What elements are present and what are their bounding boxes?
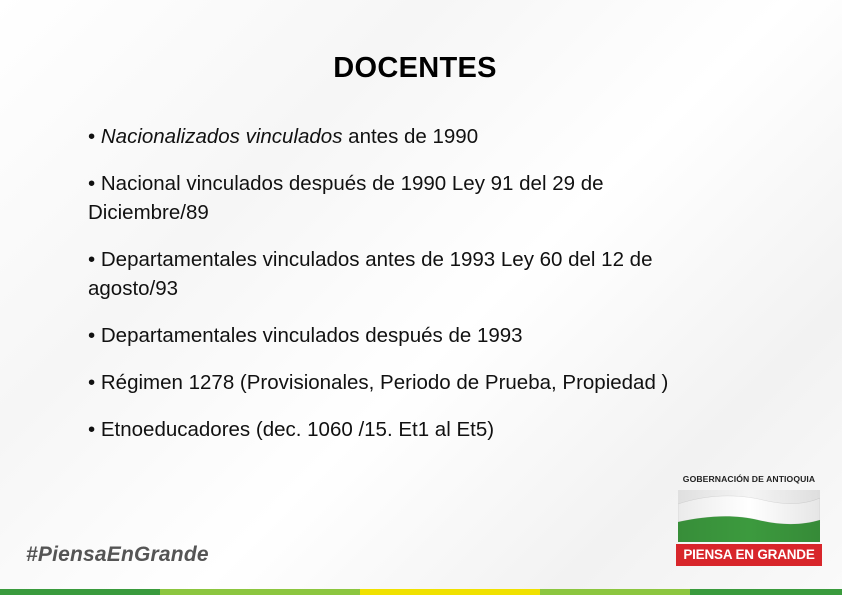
bullet-list	[88, 122, 728, 462]
bullet-symbol: •	[88, 125, 101, 148]
bullet-text: Nacional vinculados después de 1990 Ley 91 del 29 de Diciembre/89	[88, 172, 604, 224]
bullet-text: Régimen 1278 (Provisionales, Periodo de Prueba, Propiedad )	[100, 371, 669, 394]
logo-title: GOBERNACIÓN DE ANTIOQUIA	[682, 474, 816, 484]
bullet-item	[88, 368, 728, 397]
bullet-text: antes de 1990	[342, 125, 479, 148]
bar-segment-lightgreen	[160, 589, 360, 595]
bottom-color-bar	[0, 589, 842, 595]
bullet-italic-text: Nacionalizados vinculados	[100, 125, 343, 148]
bullet-symbol: •	[88, 371, 101, 394]
bullet-item	[88, 169, 728, 227]
antioquia-flag-icon	[678, 490, 820, 542]
gobernacion-logo	[676, 474, 822, 566]
bullet-item	[88, 245, 728, 303]
bullet-item	[88, 122, 728, 151]
hashtag-footer: #PiensaEnGrande	[26, 543, 209, 566]
bullet-symbol: •	[88, 418, 101, 441]
bullet-symbol: •	[88, 324, 101, 347]
slide-title: DOCENTES	[333, 52, 497, 84]
bullet-symbol: •	[88, 172, 101, 195]
bar-segment-yellow	[360, 589, 540, 595]
bullet-item	[88, 321, 728, 350]
bullet-symbol: •	[88, 248, 101, 271]
bullet-item	[88, 415, 728, 444]
bar-segment-lightgreen-2	[540, 589, 690, 595]
logo-slogan: PIENSA EN GRANDE	[676, 544, 822, 566]
bullet-text: Departamentales vinculados después de 1993	[100, 324, 523, 347]
bullet-text: Etnoeducadores (dec. 1060 /15. Et1 al Et5)	[100, 418, 495, 441]
bar-segment-green-2	[690, 589, 842, 595]
bullet-text: Departamentales vinculados antes de 1993 Ley 60 del 12 de agosto/93	[88, 248, 653, 300]
bar-segment-green	[0, 589, 160, 595]
